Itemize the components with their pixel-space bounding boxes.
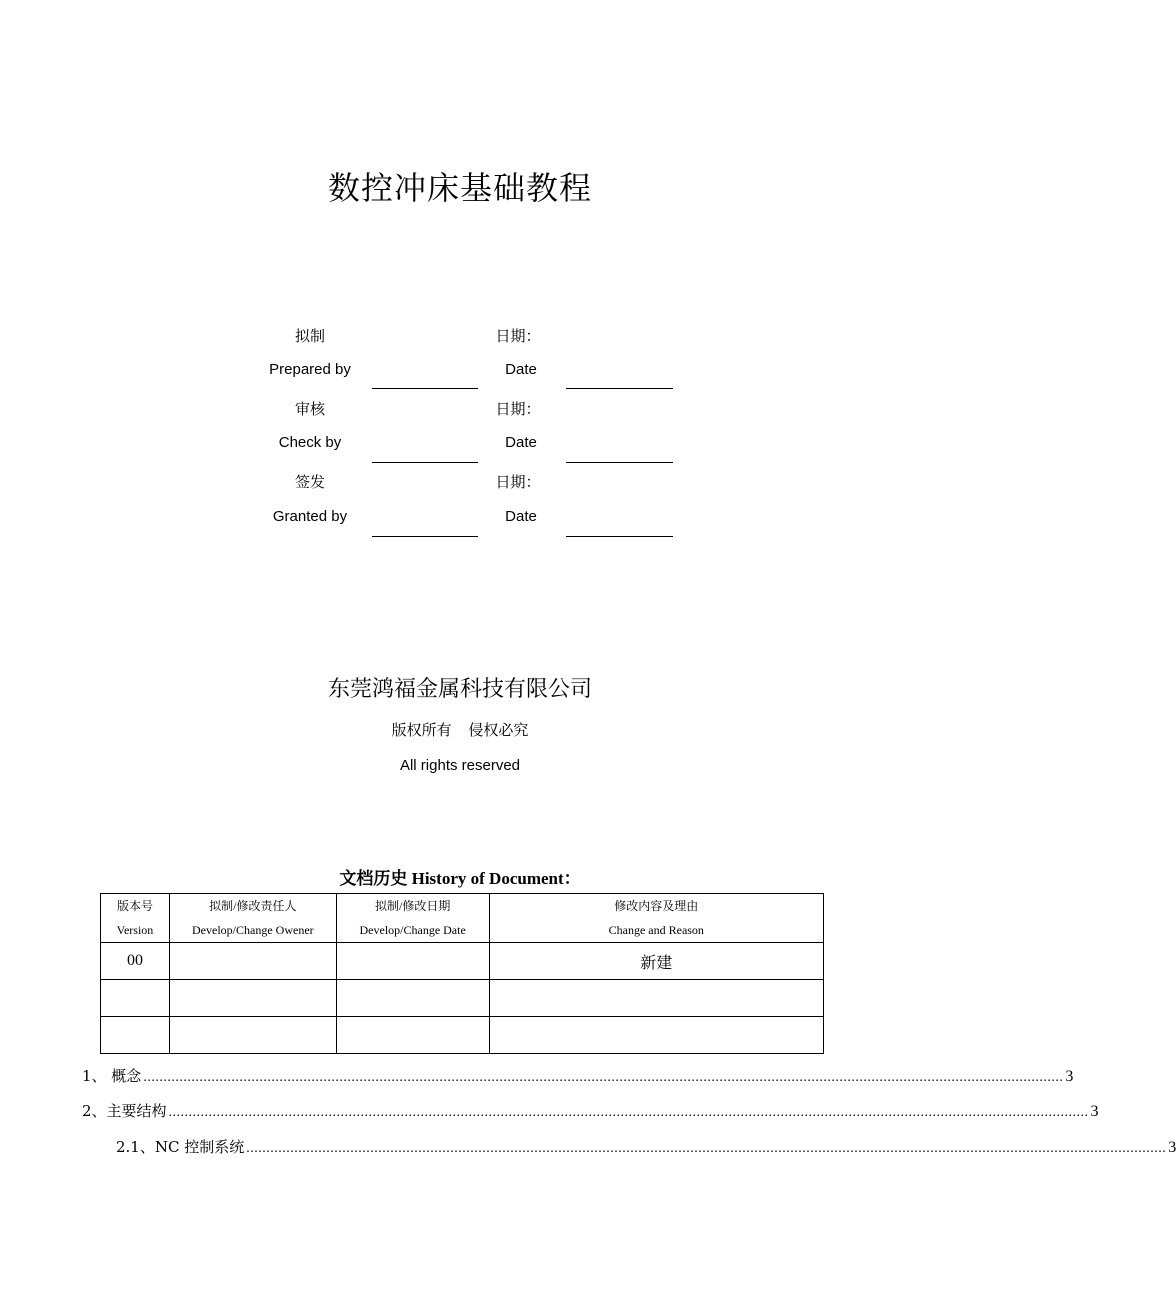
header-date-en: Develop/Change Date xyxy=(359,923,466,937)
prepared-en-label: Prepared by xyxy=(269,361,351,378)
header-version xyxy=(101,894,170,943)
header-owner-cn: 拟制/修改责任人 xyxy=(209,899,297,913)
check-date-line xyxy=(566,462,673,463)
table-cell-date xyxy=(336,980,489,1017)
table-cell-reason xyxy=(489,980,823,1017)
header-reason xyxy=(489,894,823,943)
table-cell-reason xyxy=(489,1017,823,1054)
header-owner-en: Develop/Change Owener xyxy=(192,923,314,937)
table-row xyxy=(101,943,824,980)
signature-row-granted-en xyxy=(0,508,920,532)
table-cell-owner xyxy=(169,1017,336,1054)
check-date-cn-label: 日期： xyxy=(495,400,541,418)
granted-date-line xyxy=(566,536,673,537)
header-date-cn: 拟制/修改日期 xyxy=(374,899,451,913)
toc-leader-dots: ...................................................................................................................................................................................................................................... xyxy=(143,1070,1064,1085)
check-cn-label: 审核 xyxy=(294,400,325,418)
granted-date-cn-label: 日期： xyxy=(495,473,541,491)
prepared-signature-line xyxy=(372,388,478,389)
document-title: 数控冲床基础教程 xyxy=(327,169,592,207)
toc-entry-label: 1、 概念 xyxy=(82,1067,142,1085)
granted-date-en-label: Date xyxy=(505,508,537,525)
check-en-label: Check by xyxy=(278,434,342,451)
toc-leader-dots: ...................................................................................................................................................................................................................................... xyxy=(246,1141,1167,1156)
prepared-date-line xyxy=(566,388,673,389)
table-row xyxy=(101,980,824,1017)
prepared-cn-label: 拟制 xyxy=(294,327,325,345)
table-cell-reason: 新建 xyxy=(489,943,823,980)
check-date-en-label: Date xyxy=(505,434,537,451)
toc-entry-page: 3 xyxy=(1168,1139,1176,1156)
toc-entry-label: 2.1、NC 控制系统 xyxy=(116,1138,245,1156)
table-cell-version xyxy=(101,1017,170,1054)
prepared-date-en-label: Date xyxy=(505,361,537,378)
toc-entry[interactable] xyxy=(82,1064,1074,1086)
prepared-date-cn-label: 日期： xyxy=(495,327,541,345)
header-reason-en: Change and Reason xyxy=(608,923,704,937)
granted-cn-label: 签发 xyxy=(294,473,325,491)
company-name: 东莞鸿福金属科技有限公司 xyxy=(327,677,592,702)
granted-en-label: Granted by xyxy=(272,508,348,525)
signature-row-granted-cn xyxy=(0,471,920,495)
signature-row-prepared-en xyxy=(0,361,920,385)
table-cell-version: 00 xyxy=(101,943,170,980)
toc-entry-label: 2、主要结构 xyxy=(82,1102,167,1120)
table-cell-owner xyxy=(169,980,336,1017)
header-date xyxy=(336,894,489,943)
header-version-cn: 版本号 xyxy=(116,899,153,913)
table-cell-owner xyxy=(169,943,336,980)
signature-row-prepared-cn xyxy=(0,325,920,349)
copyright-cn: 版权所有 侵权必究 xyxy=(391,721,529,739)
toc-leader-dots: ...................................................................................................................................................................................................................................... xyxy=(168,1105,1089,1120)
table-cell-date xyxy=(336,1017,489,1054)
toc-entry-page: 3 xyxy=(1065,1068,1074,1085)
table-cell-version xyxy=(101,980,170,1017)
check-signature-line xyxy=(372,462,478,463)
header-version-en: Version xyxy=(116,923,154,937)
toc-entry-page: 3 xyxy=(1090,1103,1099,1120)
signature-row-check-cn xyxy=(0,398,920,422)
table-row xyxy=(101,1017,824,1054)
header-owner xyxy=(169,894,336,943)
table-cell-date xyxy=(336,943,489,980)
history-table xyxy=(100,893,824,1054)
toc-entry[interactable] xyxy=(82,1099,1099,1121)
copyright-en: All rights reserved xyxy=(399,757,521,774)
header-reason-cn: 修改内容及理由 xyxy=(614,899,699,913)
history-title: 文档历史 History of Document： xyxy=(339,869,581,888)
history-header-row xyxy=(101,894,824,943)
signature-row-check-en xyxy=(0,434,920,458)
granted-signature-line xyxy=(372,536,478,537)
toc-entry[interactable] xyxy=(116,1135,1176,1157)
